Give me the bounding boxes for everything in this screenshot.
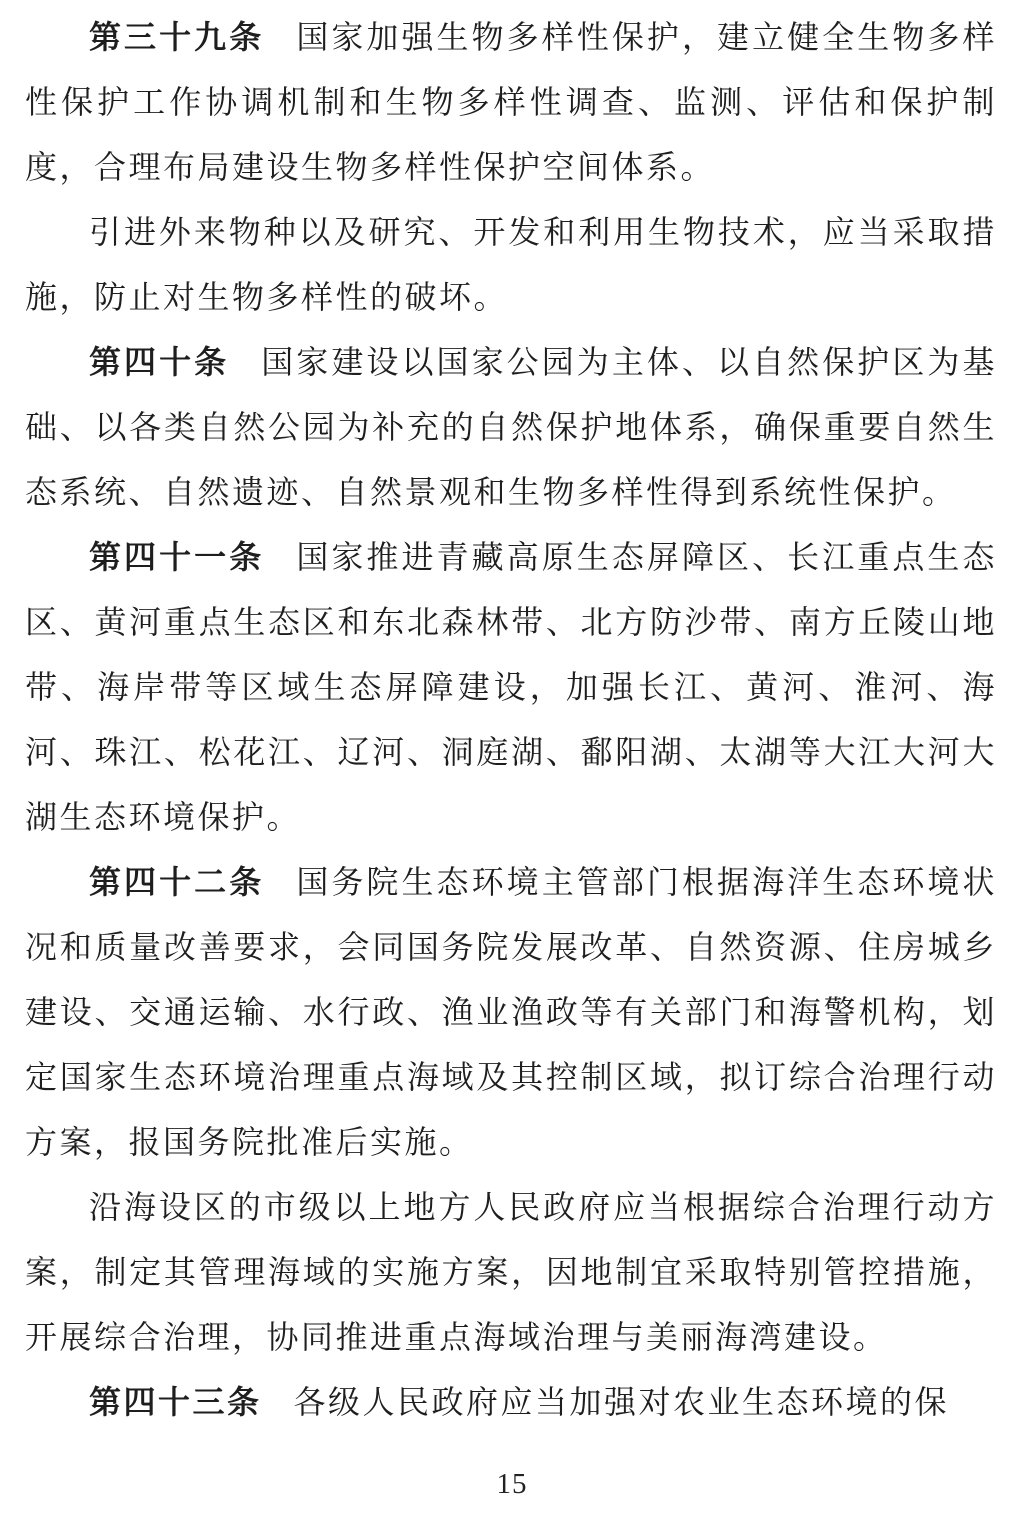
article-39-text: 国家加强生物多样性保护，建立健全生物多样性保护工作协调机制和生物多样性调查、监测、评估和保护制度，合理布局建设生物多样性保护空间体系。 [25, 19, 997, 185]
article-42-text: 国务院生态环境主管部门根据海洋生态环境状况和质量改善要求，会同国务院发展改革、自然资源、住房城乡建设、交通运输、水行政、渔业渔政等有关部门和海警机构，划定国家生态环境治理重点海域及其控制区域，拟订综合治理行动方案，报国务院批准后实施。 [25, 864, 997, 1160]
article-40-text: 国家建设以国家公园为主体、以自然保护区为基础、以各类自然公园为补充的自然保护地体系，确保重要自然生态系统、自然遗迹、自然景观和生物多样性得到系统性保护。 [25, 344, 997, 510]
article-41-number: 第四十一条 [89, 539, 265, 575]
article-42-2-text: 沿海设区的市级以上地方人民政府应当根据综合治理行动方案，制定其管理海域的实施方案，因地制宜采取特别管控措施，开展综合治理，协同推进重点海域治理与美丽海湾建设。 [25, 1189, 997, 1355]
page-number: 15 [496, 1468, 528, 1500]
article-43-text: 各级人民政府应当加强对农业生态环境的保 [293, 1384, 950, 1420]
article-39-paragraph [25, 5, 997, 200]
article-42-paragraph-2 [25, 1175, 997, 1370]
article-40-paragraph [25, 330, 997, 525]
article-40-number: 第四十条 [89, 344, 230, 380]
article-43-number: 第四十三条 [89, 1384, 262, 1420]
article-39-paragraph-2 [25, 200, 997, 330]
article-42-number: 第四十二条 [89, 864, 265, 900]
article-39-2-text: 引进外来物种以及研究、开发和利用生物技术，应当采取措施，防止对生物多样性的破坏。 [25, 214, 997, 315]
article-42-paragraph [25, 850, 997, 1175]
article-43-paragraph [25, 1370, 997, 1435]
article-41-paragraph [25, 525, 997, 850]
article-39-number: 第三十九条 [89, 19, 265, 55]
article-41-text: 国家推进青藏高原生态屏障区、长江重点生态区、黄河重点生态区和东北森林带、北方防沙带、南方丘陵山地带、海岸带等区域生态屏障建设，加强长江、黄河、淮河、海河、珠江、松花江、辽河、洞庭湖、鄱阳湖、太湖等大江大河大湖生态环境保护。 [25, 539, 997, 835]
